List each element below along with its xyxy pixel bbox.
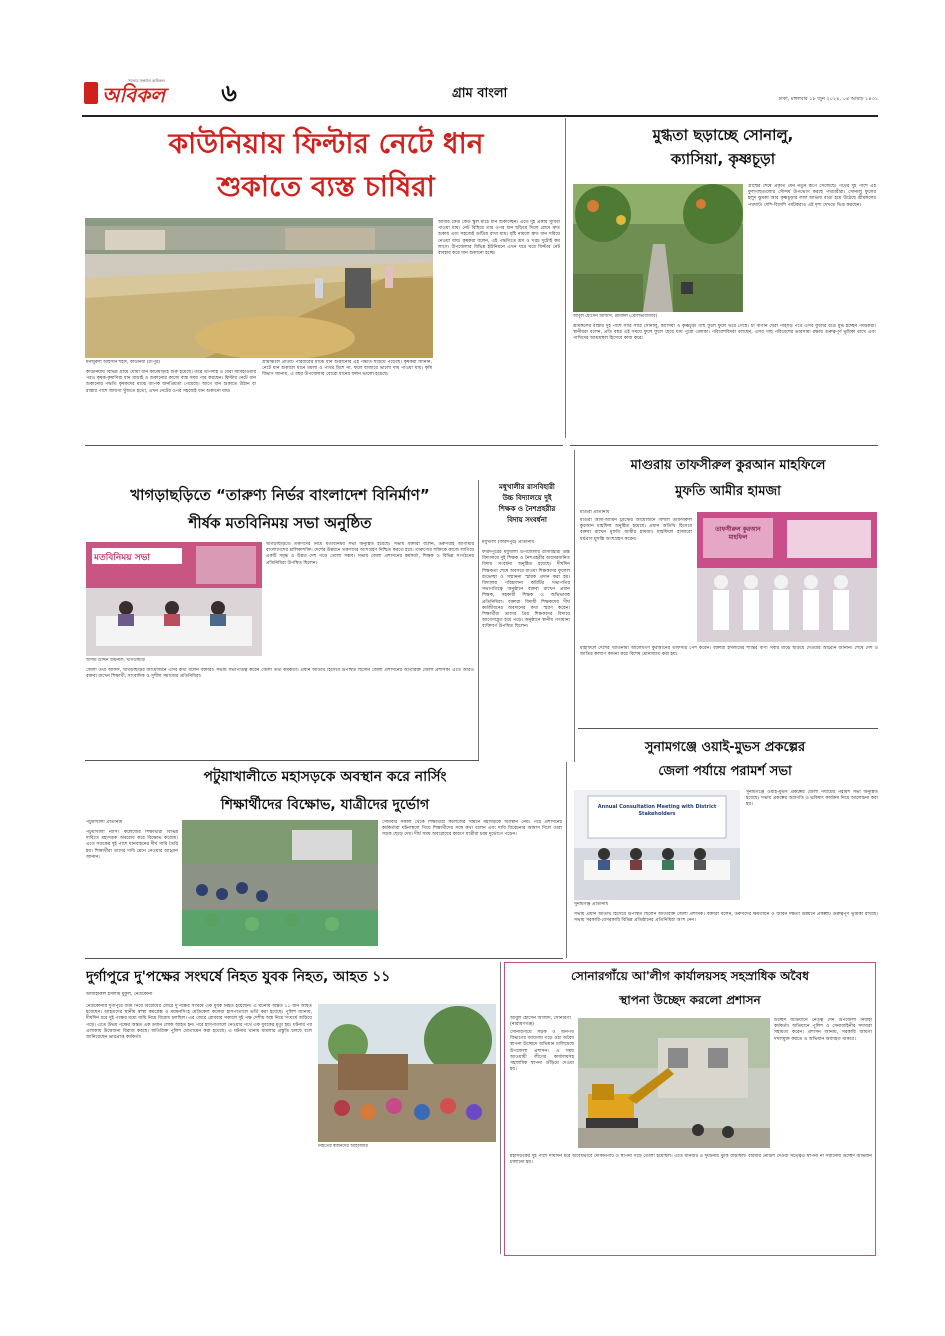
article3-body-bottom: জেলা তথ্য অফিস, খাগড়াছড়ির আয়োজনে এসব কথা বলেন বক্তারা। সভায় সভাপতিত্ব করেন জেলা তথ্য কর্মকর্তা। প্রধান অতিথি হিসেবে উপস্থিত ছিলেন জেলা প্রশাসনের অতিরিক্ত জেলা প্রশাসক। এতে আরও বক্তব্য রাখেন শিক্ষার্থী, সাংবাদিক ও সুশীল সমাজের প্রতিনিধিরা।: [86, 668, 474, 680]
article2-photo-caption: আবুল হোসেন আজাদ, শ্রীমঙ্গল (মৌলভীবাজার): [573, 314, 658, 319]
article6-photo: [182, 820, 378, 946]
article8-body: নেত্রকোনার দুর্গাপুরে জমি নিয়ে বিরোধের জেরে দু'পক্ষের সংঘর্ষে এক যুবক নিহত হয়েছেন। এ ঘটনায় অন্তত ১১ জন আহত হয়েছেন। আহতদের স্থানীয় স্বাস্থ্য কমপ্লেক্স ও ময়মনসিংহ মেডিকেল কলেজ হাসপাতালে ভর্তি করা হয়েছে। পুলিশ জানায়, দীর্ঘদিন ধরে দুই পক্ষের মধ্যে জমি নিয়ে বিরোধ চলছিল। এর জেরে রোববার সকালে দুই পক্ষ দেশীয় অস্ত্র নিয়ে সংঘর্ষে জড়িয়ে পড়ে। এতে উভয় পক্ষের অন্তত এক ডজন লোক আহত হন। পরে হাসপাতালে নেওয়ার পথে এক যুবকের মৃত্যু হয়। ঘটনার পর এলাকায় উত্তেজনা বিরাজ করছে। অতিরিক্ত পুলিশ মোতায়েন করা হয়েছে। এ ঘটনায় থানায় মামলার প্রস্তুতি চলছে বলে জানিয়েছেন ভারপ্রাপ্ত কর্মকর্তা।: [86, 1004, 312, 1041]
page-number: ৬: [221, 79, 237, 107]
article9-byline: আবুল হোসেন আজাদ, সোনারগাঁ (নারায়ণগঞ্জ): [510, 1016, 571, 1027]
article7-byline: সুনামগঞ্জ প্রতিনিধি: [574, 902, 609, 907]
article3-photo: [86, 542, 262, 656]
article5-body-bottom: মাহফিলে দেশের খ্যাতনামা আলেমগণ কুরআনের তাফসীর পেশ করেন। বক্তারা ইসলামের শান্তির বাণী সবার মাঝে ছড়িয়ে দেওয়ার আহ্বান জানান। শেষে দেশ ও জাতির কল্যাণ কামনা করে বিশেষ মোনাজাত করা হয়।: [580, 646, 878, 658]
article7-photo: [574, 790, 740, 900]
article6-headline-1: পটুয়াখালীতে মহাসড়কে অবস্থান করে নার্সিং: [203, 769, 447, 785]
article3-headline-1: খাগড়াছড়িতে “তারুণ্য নির্ভর বাংলাদেশ বিনির্মাণ”: [130, 486, 430, 504]
article4-headline-3: শিক্ষক ও নৈশপ্রহরীর: [498, 505, 556, 513]
article8-byline: আজহারুল ইসলাম মুকুল, নেত্রকোনা: [86, 992, 153, 997]
article3-photo-caption: জসীম উদ্দিন জয়নাল, খাগড়াছড়ি: [86, 658, 145, 663]
article4-headline-4: বিদায় সংবর্ধনা: [507, 516, 547, 524]
article7-headline-1: সুনামগঞ্জে ওয়াই-মুভস প্রকল্পের: [644, 740, 806, 755]
article6-byline: পটুয়াখালী প্রতিনিধি: [86, 820, 123, 825]
logo: [84, 78, 210, 110]
column-rule-4: [566, 762, 567, 958]
article5-rule: [578, 728, 878, 729]
article9-body-side: সোনারগাঁয়ে সড়ক ও জনপথ বিভাগের জায়গায় গড়ে ওঠা অবৈধ স্থাপনা উচ্ছেদে অভিযান চালিয়েছে উপজেলা প্রশাসন। এ সময় আওয়ামী লীগের কার্যালয়সহ সহস্রাধিক স্থাপনা গুঁড়িয়ে দেওয়া হয়।: [510, 1030, 574, 1073]
article1-body-c: আবার কেউ কেউ স্কুল মাঠে ধান শুকাচ্ছেন। এতে দুই প্রকার সুবিধা পাওয়া যায়। নেট বিছিয়ে তার ওপর ধান ছড়িয়ে দিলে রোদে দ্রুত শুকায় এবং সহজেই গুটিয়ে রাখা যায়। বৃষ্টি নামলে দ্রুত ধান সরিয়ে নেওয়া যায়। কৃষকরা বলেন, এই পদ্ধতিতে শ্রম ও খরচ দুটোই কম লাগে। উপজেলার বিভিন্ন ইউনিয়নে এখন ঘরে ঘরে ফিল্টার নেট ব্যবহার করে ধান শুকানো হচ্ছে।: [438, 220, 560, 257]
masthead-rule: [82, 115, 878, 117]
article5-headline-1: মাগুরায় তাফসীরুল কুরআন মাহফিলে: [630, 458, 826, 473]
article1-rule: [85, 445, 563, 446]
article3-body-side: খাগড়াছড়িতে তরুণদের নিয়ে মতবিনিময় সভা অনুষ্ঠিত হয়েছে। সভায় বক্তারা বলেন, তরুণরাই আগামীর বাংলাদেশের চালিকাশক্তি। দেশের উন্নয়নে তরুণদের অংশগ্রহণ নিশ্চিত করতে হবে। তারুণ্যের শক্তিকে কাজে লাগিয়ে একটি সমৃদ্ধ ও উন্নত দেশ গড়ে তোলা সম্ভব। সভায় জেলা প্রশাসনের কর্মকর্তা, শিক্ষক ও বিভিন্ন সংগঠনের প্রতিনিধিরা উপস্থিত ছিলেন।: [266, 542, 474, 566]
article9-body-bottom: মহাসড়কের দুই পাশে দীর্ঘদিন ধরে অবৈধভাবে দোকানপাট ও স্থাপনা গড়ে তোলা হয়েছিল। এতে যানজট ও দুর্ঘটনার ঝুঁকি বাড়ছিল। বারবার নোটিশ দেওয়া সত্ত্বেও স্থাপনা না সরানোয় উচ্ছেদ অভিযান চালানো হয়।: [510, 1154, 872, 1166]
article4-headline-1: মধুখালীর রাসবিহারী: [499, 483, 555, 491]
column-rule-1: [565, 118, 566, 438]
article4-byline: মধুখালী (ফরিদপুর) প্রতিনিধি: [482, 540, 535, 545]
article8-headline: দুর্গাপুরে দু'পক্ষের সংঘর্ষে নিহত যুবক নিহত, আহত ১১: [86, 969, 391, 985]
article1-headline-2: শুকাতে ব্যস্ত চাষিরা: [217, 170, 435, 203]
masthead: [82, 74, 878, 114]
article2-photo: [573, 184, 743, 312]
article3-banner: মতবিনিময় সভা: [94, 553, 150, 563]
article3-rule: [85, 760, 479, 761]
article7-headline-2: জেলা পর্যায়ে পরামর্শ সভা: [658, 764, 792, 779]
article5-body-side: মাগুরা আল-আমিন ট্রাস্টের আয়োজনে বিশাল তাফসীরুল কুরআন মাহফিল অনুষ্ঠিত হয়েছে। প্রধান অতিথি হিসেবে বক্তব্য রাখেন মুফতি আমীর হামজা। মাহফিলে হাজারো ধর্মপ্রাণ মুসল্লি অংশগ্রহণ করেন।: [580, 518, 692, 542]
article6-rule: [85, 958, 563, 959]
logo-text: অবিকল: [102, 83, 166, 107]
article1-body-a: কাউনিয়ায় বিভিন্ন গ্রামে ধোয়া ধান কাটামাড়াই শুরু হয়েছে। তীব্র তাপদাহ ও বৈরী আবহাওয়ার পরও কৃষক-কৃষাণিরা ধান মাড়াই ও শুকানোর কাজে ব্যস্ত সময় পার করছেন। ফিল্টার নেটে ধান শুকানোর পদ্ধতি কৃষকদের মাঝে ব্যাপক জনপ্রিয়তা পেয়েছে। আগে ধান শুকাতে উঠান বা রাস্তার পাশে জায়গা খুঁজতে হতো, এখন নেটের ওপর সহজেই ধান শুকানো যায়।: [86, 370, 256, 394]
article2-body-side: গ্রীষ্মের শেষে প্রকৃতি যেন নতুন রূপে সেজেছে। পথের দুই পাশে এই ফুলগাছগুলোর সৌন্দর্য উপভোগ করছে পথচারীরা। সোনালু ফুলের হলুদ ঝুমকা আর কৃষ্ণচূড়ার লাল আভায় রাঙা হয়ে উঠেছে শ্রীমঙ্গলের পথঘাট। দেশি-বিদেশি পর্যটকরাও এই দৃশ্য দেখতে ভিড় করছেন।: [748, 184, 876, 208]
demolition-excavator-illustration: [578, 1018, 770, 1148]
article2-headline-2: ক্যাসিয়া, কৃষ্ণচূড়া: [670, 150, 776, 168]
article9-photo: [578, 1018, 770, 1148]
column-rule-3: [574, 450, 575, 762]
article2-rule: [570, 445, 878, 446]
column-rule-2: [478, 480, 479, 760]
article9-headline-1: সোনারগাঁয়ে আ'লীগ কার্যালয়সহ সহস্রাধিক অবৈধ: [571, 969, 809, 983]
protest-road-illustration: [182, 820, 378, 946]
article9-body-right: উচ্ছেদ অভিযানে নেতৃত্ব দেন উপজেলা নির্বাহী কর্মকর্তা। অভিযানে পুলিশ ও সেনাবাহিনীর সদস্যরা সহায়তা করেন। প্রশাসন জানায়, সরকারি জায়গা দখলমুক্ত করতে এ অভিযান অব্যাহত থাকবে।: [774, 1018, 872, 1042]
article6-body-right: সোমবার সকাল থেকে শিক্ষার্থীরা কলেজের সামনে মহাসড়কে অবস্থান নেয়। পরে প্রশাসনের কর্মকর্তারা ঘটনাস্থলে গিয়ে শিক্ষার্থীদের সঙ্গে কথা বলেন এবং দাবি বিবেচনার আশ্বাস দিলে তারা সড়ক ছেড়ে দেয়। দীর্ঘ সময় অবরোধের কারণে যাত্রীরা চরম দুর্ভোগে পড়েন।: [382, 820, 562, 838]
article1-photo-caption: মনজুরুল আহসান শহীদ, কাউনিয়া (রংপুর): [86, 360, 160, 365]
logo-mark-icon: [84, 82, 98, 104]
article7-body-bottom: সভায় প্রধান অতিথি হিসেবে উপস্থিত ছিলেন অতিরিক্ত জেলা প্রশাসক। বক্তারা বলেন, তরুণদের ক্ষমতায়ন ও জীবন দক্ষতা উন্নয়নে প্রকল্পটি গুরুত্বপূর্ণ ভূমিকা রাখছে। সভায় সরকারি-বেসরকারি বিভিন্ন প্রতিষ্ঠানের প্রতিনিধিরা অংশ নেন।: [574, 912, 878, 924]
article7-body-side: সুনামগঞ্জে ওয়াই-মুভস প্রকল্পের জেলা পর্যায়ের পরামর্শ সভা অনুষ্ঠিত হয়েছে। সভায় প্রকল্পের অগ্রগতি ও ভবিষ্যৎ কার্যক্রম নিয়ে আলোচনা করা হয়।: [746, 790, 878, 808]
article6-headline-2: শিক্ষার্থীদের বিক্ষোভ, যাত্রীদের দুর্ভোগ: [220, 797, 430, 813]
logo-tagline: সত্যের সন্ধানে অবিকল: [128, 78, 165, 83]
article1-photo: [85, 218, 433, 358]
article2-headline-1: মুগ্ধতা ছড়াচ্ছে সোনালু,: [652, 126, 794, 144]
article3-headline-2: শীর্ষক মতবিনিময় সভা অনুষ্ঠিত: [188, 514, 372, 532]
article7-banner: Annual Consultation Meeting with District Stakeholders: [597, 804, 717, 817]
column-rule-5: [500, 962, 501, 1254]
article6-body-side: পটুয়াখালী নার্সিং কলেজের শিক্ষার্থীরা বিভিন্ন দাবিতে মহাসড়ক অবরোধ করে বিক্ষোভ করেছে। এতে সড়কের দুই পাশে যানবাহনের দীর্ঘ সারি তৈরি হয়। শিক্ষার্থীরা তাদের দাবি মেনে নেওয়ার আহ্বান জানান।: [86, 830, 178, 860]
date-line: ঢাকা, মঙ্গলবার ১৮ জুন ২০২৪, ০৪ আষাঢ় ১৪৩১: [778, 96, 878, 102]
article9-headline-2: স্থাপনা উচ্ছেদ করলো প্রশাসন: [619, 993, 761, 1007]
article4-headline-2: উচ্চ বিদ্যালয়ে দুই: [502, 494, 552, 502]
flower-road-illustration: [573, 184, 743, 312]
village-crowd-illustration: [318, 1004, 496, 1142]
article5-photo: [697, 512, 877, 642]
section-name: গ্রাম বাংলা: [452, 86, 508, 101]
article1-body-b: গ্রামাঞ্চলে প্রতিটি পরিবারের মাঝে ধান শুকানোর এই পদ্ধতি ছড়িয়ে পড়েছে। কৃষকরা জানান, নেটে ধান শুকালে ধানে ময়লা ও পাথর মিশে না, ফলে বাজারে ভালো দাম পাওয়া যায়। কৃষি বিভাগ জানায়, এ বছর উপজেলায় বোরো ধানের ফলন ভালো হয়েছে।: [262, 360, 432, 378]
article2-body-main: শ্রীমঙ্গলের রাস্তার দুই পাশে সারি সারি সোনালু, ক্যাসিয়া ও কৃষ্ণচূড়া গাছ ফুলে ফুলে ভরে গেছে। চা বাগান ঘেরা পাহাড়ি পথে এসব ফুলের রঙে মুগ্ধ হচ্ছেন পর্যটকরা। স্থানীয়রা বলেন, প্রতি বছর এই সময়ে ফুলে ফুলে ছেয়ে যায় পুরো এলাকা। পরিবেশবিদরা বলছেন, এসব গাছ পরিবেশের ভারসাম্য রক্ষায় গুরুত্বপূর্ণ ভূমিকা রাখে এবং পাখিদের আশ্রয়স্থল হিসেবে কাজ করে।: [573, 324, 876, 342]
article4-body: ফরিদপুরের মধুখালী উপজেলার রাসবিহারী উচ্চ বিদ্যালয়ে দুই শিক্ষক ও নৈশপ্রহরীর অবসরজনিত বিদায় সংবর্ধনা অনুষ্ঠিত হয়েছে। দীর্ঘদিন শিক্ষকতা শেষে অবসরে যাওয়া শিক্ষকদের ফুলেল শুভেচ্ছা ও সম্মাননা স্মারক প্রদান করা হয়। বিদ্যালয় পরিচালনা কমিটির সভাপতির সভাপতিত্বে অনুষ্ঠানে বক্তব্য রাখেন প্রধান শিক্ষক, সহকারী শিক্ষক ও অভিভাবক প্রতিনিধিরা। বক্তারা বিদায়ী শিক্ষকদের দীর্ঘ কর্মজীবনের অবদানের কথা স্মরণ করেন। শিক্ষার্থীরা তাদের প্রিয় শিক্ষকদের বিদায়ে আবেগাপ্লুত হয়ে পড়ে। অনুষ্ঠানে স্থানীয় গণ্যমান্য ব্যক্তিবর্গ উপস্থিত ছিলেন।: [482, 550, 570, 630]
article1-headline-1: কাউনিয়ায় ফিল্টার নেটে ধান: [168, 127, 484, 160]
article8-photo-caption: নিহতের স্বজনদের আহাজারি: [318, 1144, 368, 1149]
article5-byline: মাগুরা প্রতিনিধি: [580, 510, 610, 515]
article5-headline-2: মুফতি আমীর হামজা: [675, 484, 781, 499]
article4-headline: [482, 482, 572, 526]
article8-photo: [318, 1004, 496, 1142]
paddy-drying-illustration: [85, 218, 433, 358]
article5-banner: তাফসীরুল কুরআন মাহফিল: [715, 526, 761, 541]
